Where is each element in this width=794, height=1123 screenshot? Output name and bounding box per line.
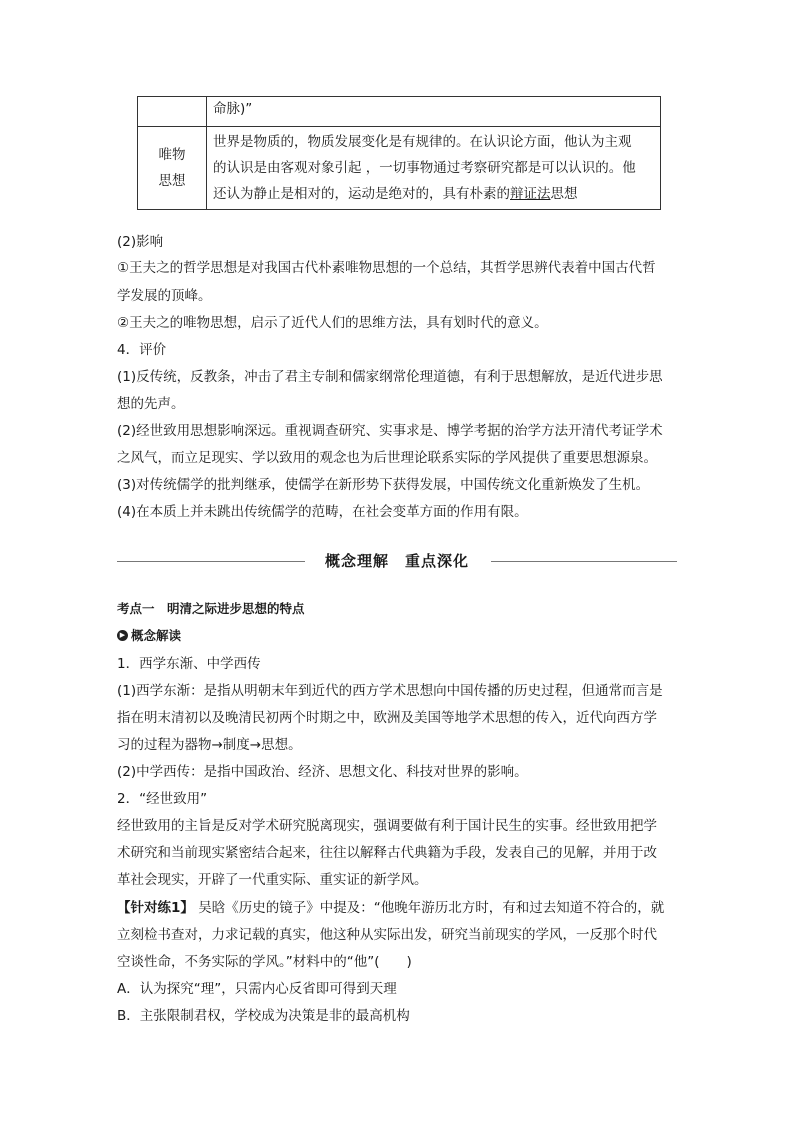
paragraph-line: ①王夫之的哲学思想是对我国古代朴素唯物思想的一个总结，其哲学思辨代表着中国古代哲 [117, 260, 656, 276]
kaodian-title: 考点一 明清之际进步思想的特点 [117, 601, 305, 616]
table-cell [207, 127, 661, 210]
section-header [117, 549, 677, 575]
table-cell-line: 世界是物质的，物质发展变化是有规律的。在认识论方面，他认为主观 [213, 134, 632, 150]
paragraph-line: 革社会现实，开辟了一代重实际、重实证的新学风。 [117, 872, 428, 888]
table-cell: 命脉)” [207, 97, 661, 127]
item1-heading: 1．西学东渐、中学西传 [117, 656, 261, 672]
table-row [138, 127, 661, 210]
philosophy-table [137, 96, 661, 210]
paragraph-line: (4)在本质上并未跳出传统儒学的范畴，在社会变革方面的作用有限。 [117, 504, 528, 520]
table-row [138, 97, 661, 127]
table-label-line: 思想 [158, 173, 186, 189]
paragraph-line: 之风气，而立足现实、学以致用的观念也为后世理论联系实际的学风提供了重要思想源泉。 [117, 450, 657, 466]
paragraph-line: (2)经世致用思想影响深远。重视调查研究、实事求是、博学考据的治学方法开清代考证学术 [117, 423, 663, 439]
divider [491, 561, 677, 562]
paragraph-line: 立刻检书查对，力求记载的真实，他这种从实际出发，研究当前现实的学风，一反那个时代 [117, 927, 657, 943]
paragraph-line: 想的先声。 [117, 396, 185, 412]
concept-label-text: 概念解读 [131, 628, 182, 643]
table-label-cell-empty [138, 97, 207, 127]
paragraph-line: 学发展的顶峰。 [117, 288, 212, 304]
table-cell-line: 的认识是由客观对象引起 ，一切事物通过考察研究都是可以认识的。他 [213, 160, 636, 176]
option-a[interactable]: A．认为探究“理”，只需内心反省即可得到天理 [117, 981, 397, 997]
paragraph-line: ②王夫之的唯物思想，启示了近代人们的思维方法，具有划时代的意义。 [117, 315, 548, 331]
section-title: 概念理解 重点深化 [324, 552, 469, 570]
option-b[interactable]: B．主张限制君权，学校成为决策是非的最高机构 [117, 1008, 410, 1024]
paragraph-line: (3)对传统儒学的批判继承，使儒学在新形势下获得发展，中国传统文化重新焕发了生机。 [117, 477, 650, 493]
text-span: 还认为静止是相对的，运动是绝对的，具有朴素的 [213, 186, 510, 202]
table-label-line: 唯物 [158, 147, 186, 163]
exercise-line [117, 895, 679, 921]
paragraph-line: 指在明末清初以及晚清民初两个时期之中，欧洲及美国等地学术思想的传入，近代向西方学 [117, 710, 657, 726]
paragraph-line: (1)反传统，反教条，冲击了君主专制和儒家纲常伦理道德，有利于思想解放，是近代进步思 [117, 369, 663, 385]
paragraph-line: 经世致用的主旨是反对学术研究脱离现实，强调要做有利于国计民生的实事。经世致用把学 [117, 818, 657, 834]
item2-heading: 2．“经世致用” [117, 791, 208, 807]
paragraph-line: 空谈性命，不务实际的学风。”材料中的“他”( ) [117, 954, 412, 970]
text-span: 吴晗《历史的镜子》中提及：“他晚年游历北方时，有和过去知道不符合的，就 [193, 900, 665, 916]
paragraph-line: 术研究和当前现实紧密结合起来，往往以解释古代典籍为手段，发表自己的见解，并用于改 [117, 845, 657, 861]
exercise-label: 【针对练1】 [117, 900, 194, 916]
paragraph-line: 习的过程为器物→制度→思想。 [117, 737, 302, 753]
influence-heading: (2)影响 [117, 234, 164, 250]
table-label-cell [138, 127, 207, 210]
evaluation-heading: 4．评价 [117, 342, 167, 358]
text-span: 思想 [550, 186, 578, 202]
paragraph-line: (2)中学西传：是指中国政治、经济、思想文化、科技对世界的影响。 [117, 764, 528, 780]
table-cell-line [213, 181, 654, 207]
underlined-term: 辩证法 [510, 186, 551, 202]
concept-label [117, 623, 679, 649]
paragraph-line: (1)西学东渐：是指从明朝末年到近代的西方学术思想向中国传播的历史过程，但通常而言是 [117, 683, 663, 699]
play-circle-icon: ▶ [117, 630, 128, 641]
